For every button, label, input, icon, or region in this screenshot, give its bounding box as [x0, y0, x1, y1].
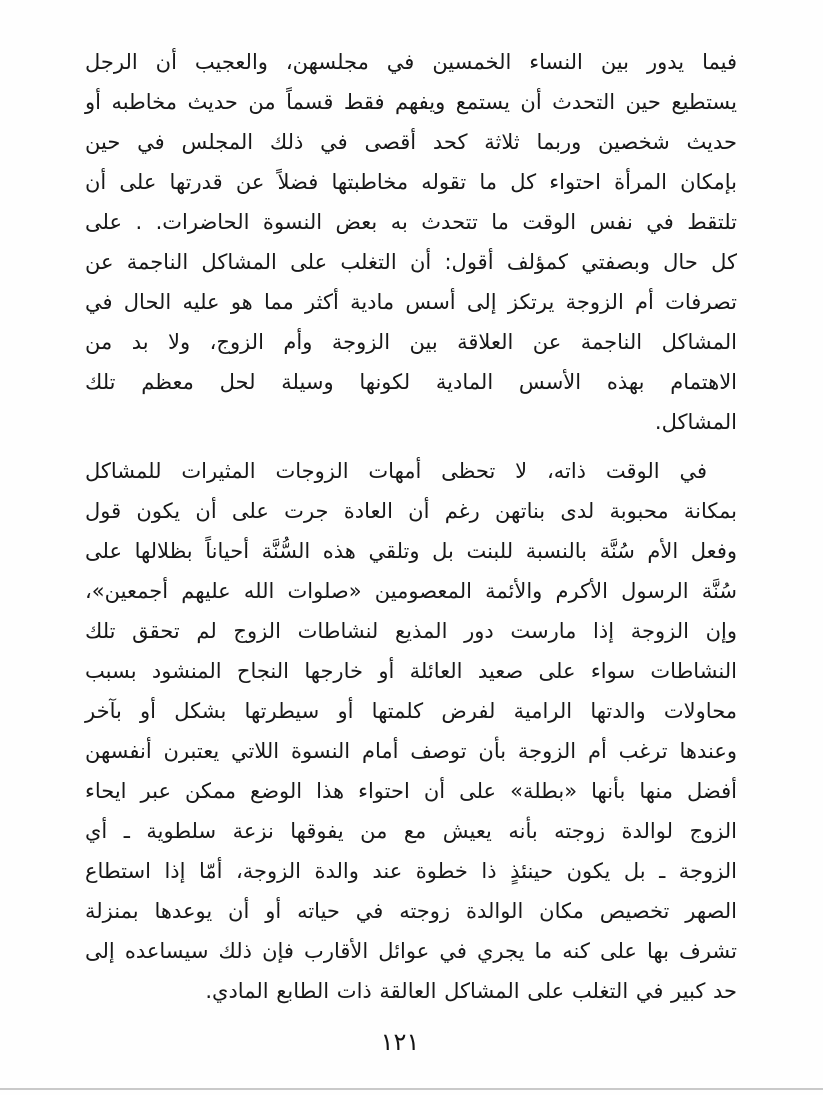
text-line: الزوجة ـ بل يكون حينئذٍ ذا خطوة عند والدة الزوجة، أمّا إذا استطاع	[85, 859, 737, 883]
text-line: أفضل منها بأنها «بطلة» على أن احتواء هذا الوضع ممكن عبر ايحاء	[85, 779, 737, 803]
text-line: وعندها ترغب أم الزوجة بأن توصف أمام النسوة اللاتي يعتبرن أنفسهن	[85, 739, 737, 763]
text-line: الزوج لوالدة زوجته بأنه يعيش مع من يفوقها نزعة سلطوية ـ أي	[85, 819, 737, 843]
text-line: يستطيع حين التحدث أن يستمع ويفهم فقط قسماً من حديث مخاطبه أو	[85, 90, 737, 114]
text-line: الاهتمام بهذه الأسس المادية لكونها وسيلة لحل معظم تلك	[85, 370, 737, 394]
text-line: تلتقط في نفس الوقت ما تتحدث به بعض النسوة الحاضرات. . على	[85, 210, 737, 234]
text-line: كل حال وبصفتي كمؤلف أقول: أن التغلب على المشاكل الناجمة عن	[85, 250, 737, 274]
page-text	[85, 42, 737, 1011]
text-line: المشاكل.	[654, 410, 737, 434]
text-line: محاولات والدتها الرامية لفرض كلمتها أو سيطرتها بشكل أو بآخر	[85, 699, 737, 723]
text-line: بمكانة محبوبة لدى بناتهن رغم أن العادة جرت على أن يكون قول	[85, 499, 737, 523]
text-line: تشرف بها على كنه ما يجري في عوائل الأقارب فإن ذلك سيساعده إلى	[85, 939, 737, 963]
text-line: تصرفات أم الزوجة يرتكز إلى أسس مادية أكثر مما هو عليه الحال في	[85, 290, 737, 314]
text-line: حديث شخصين وربما ثلاثة كحد أقصى في ذلك المجلس في حين	[85, 130, 737, 154]
paragraph-1	[85, 42, 737, 442]
page-number: ١٢١	[380, 1028, 420, 1056]
text-line: بإمكان المرأة احتواء كل ما تقوله مخاطبتها فضلاً عن قدرتها على أن	[85, 170, 737, 194]
text-line: فيما يدور بين النساء الخمسين في مجلسهن، والعجيب أن الرجل	[85, 50, 737, 74]
text-line: الصهر تخصيص مكان الوالدة زوجته في حياته أو أن يوعدها بمنزلة	[85, 899, 737, 923]
text-line: سُنَّة الرسول الأكرم والأئمة المعصومين «صلوات الله عليهم أجمعين»،	[85, 579, 737, 603]
paragraph-2	[85, 451, 737, 1011]
text-line: النشاطات سواء على صعيد العائلة أو خارجها النجاح المنشود بسبب	[85, 659, 737, 683]
text-line: وإن الزوجة إذا مارست دور المذيع لنشاطات الزوج لم تحقق تلك	[85, 619, 737, 643]
text-line: في الوقت ذاته، لا تحظى أمهات الزوجات المثيرات للمشاكل	[85, 459, 707, 483]
text-line: المشاكل الناجمة عن العلاقة بين الزوجة وأم الزوج، ولا بد من	[85, 330, 737, 354]
text-line: حد كبير في التغلب على المشاكل العالقة ذات الطابع المادي.	[205, 979, 737, 1003]
text-line: وفعل الأم سُنَّة بالنسبة للبنت بل وتلقي هذه السُّنَّة أحياناً بظلالها على	[85, 539, 737, 563]
scan-edge-line	[0, 1088, 823, 1090]
